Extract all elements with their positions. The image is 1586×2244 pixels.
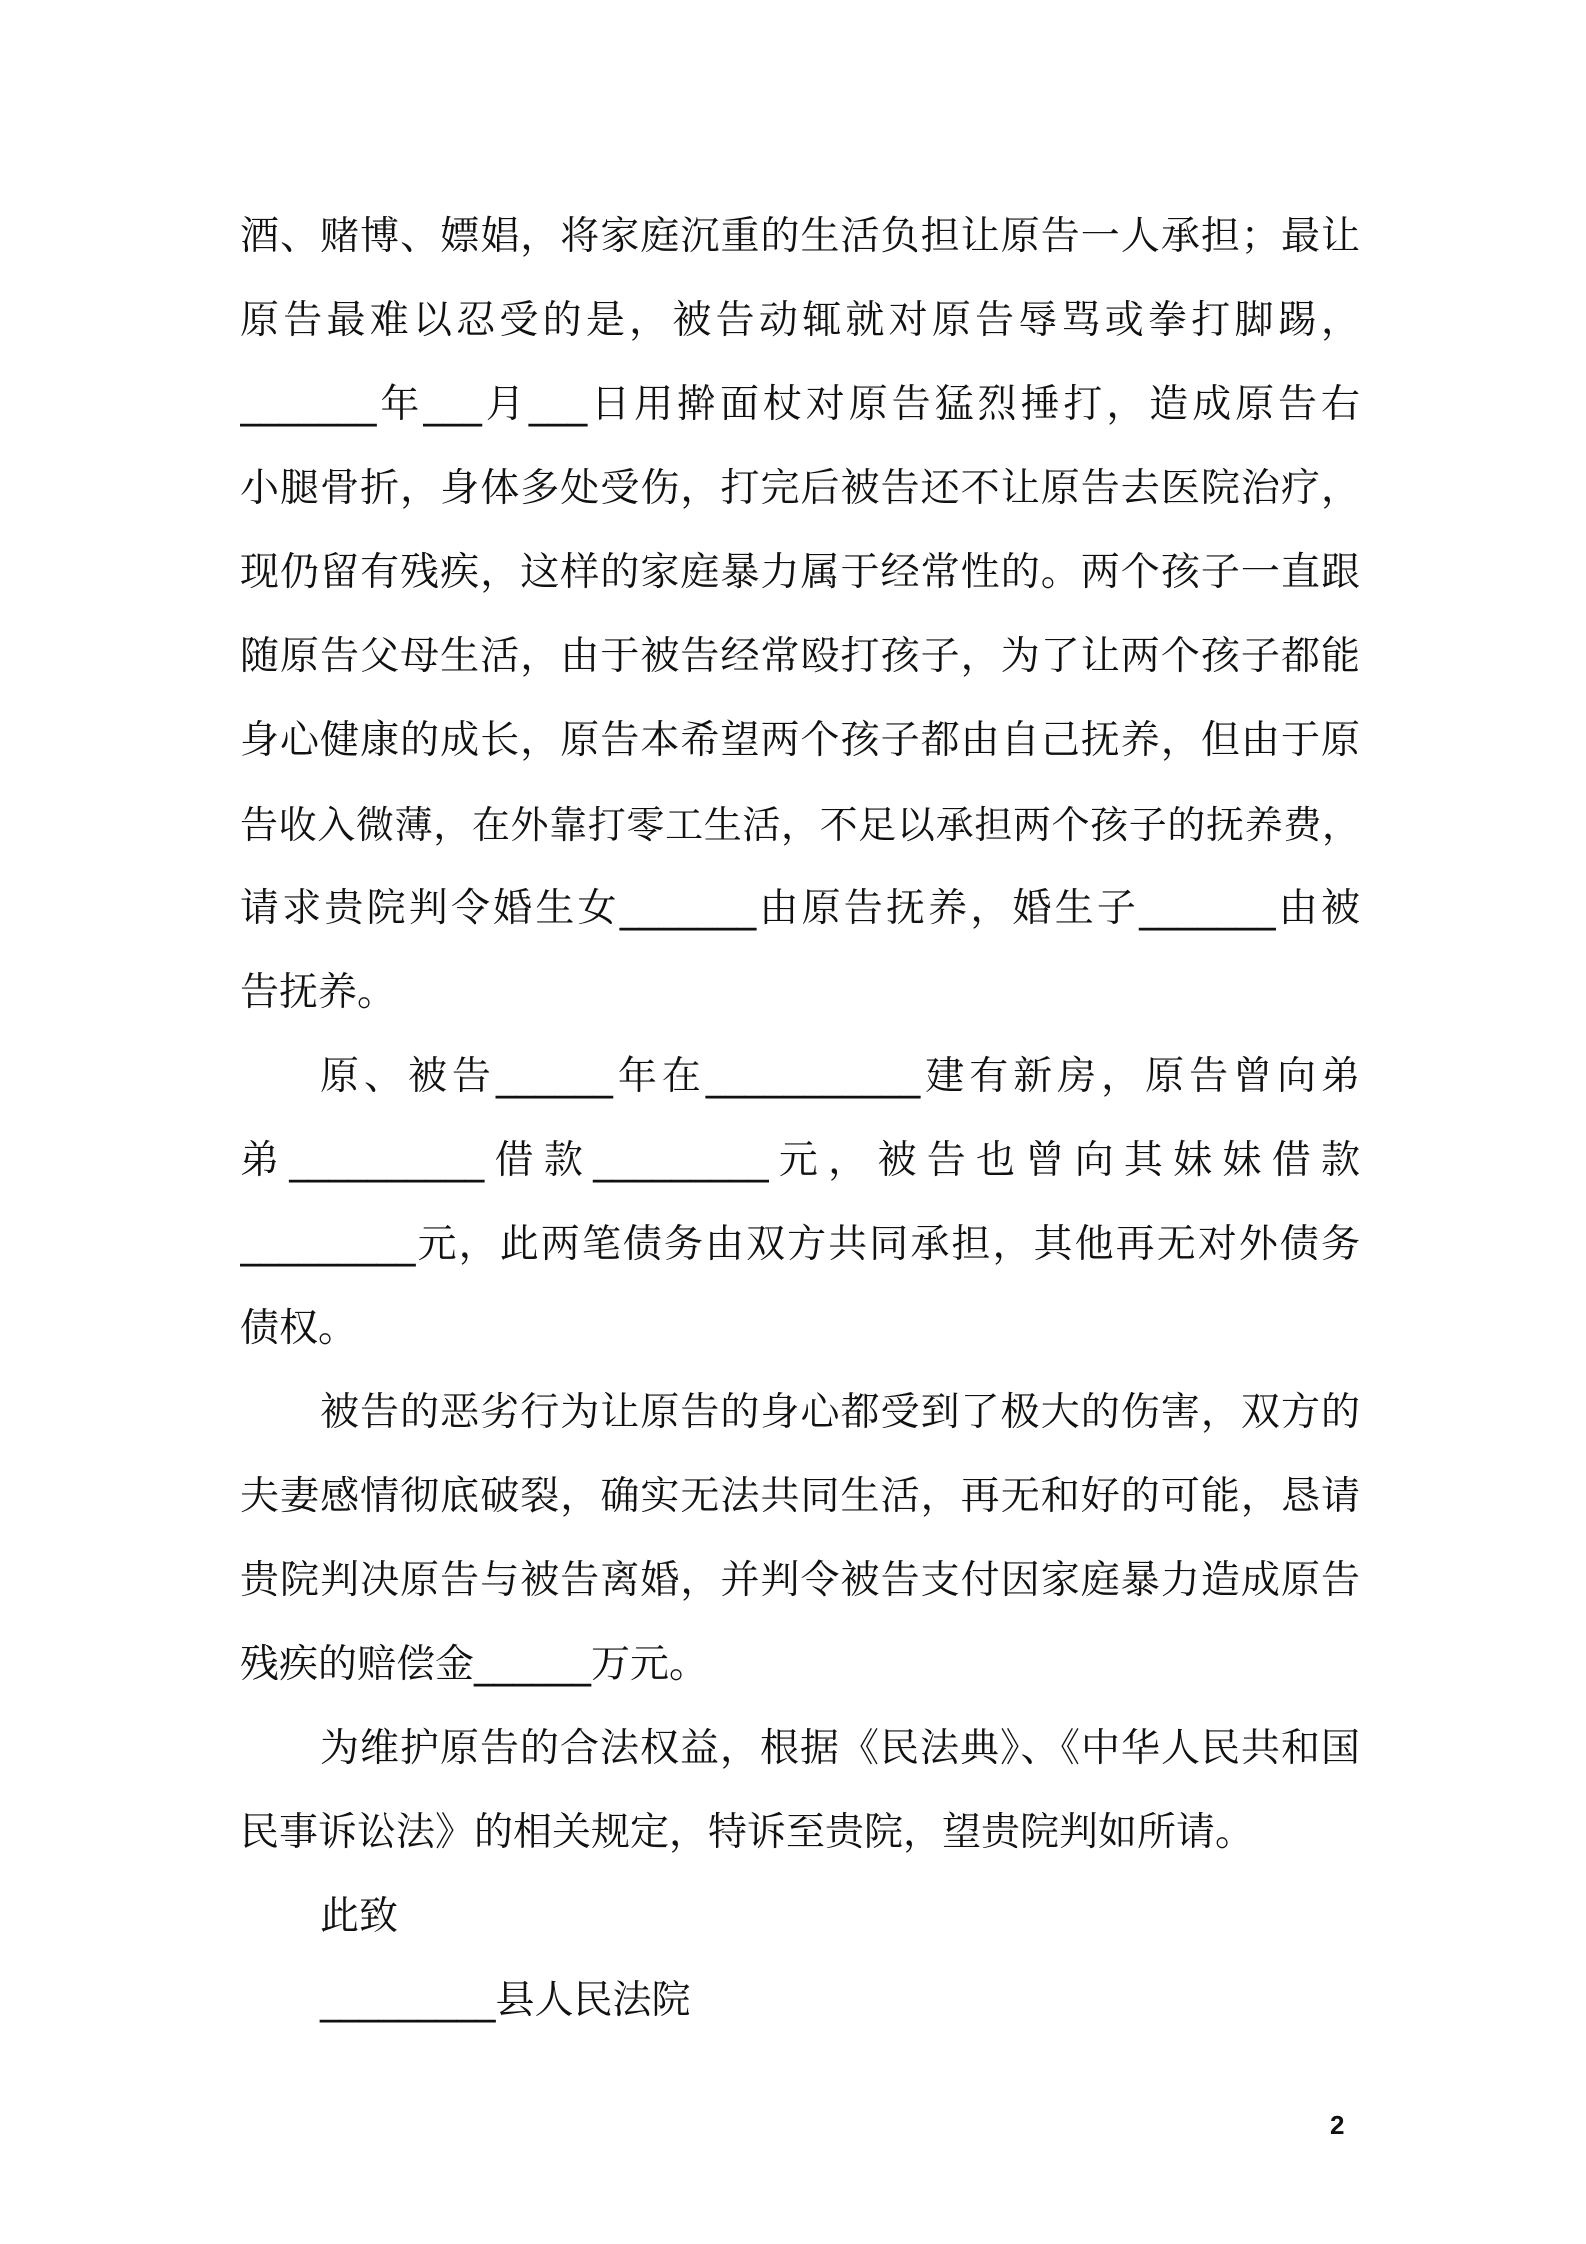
- body-line: 残疾的赔偿金______万元。: [240, 1642, 709, 1687]
- body-line: 请求贵院判令婚生女_______由原告抚养，婚生子_______由被: [240, 886, 1360, 931]
- body-line: 告抚养。: [240, 970, 397, 1015]
- body-line: 弟__________借款_________元，被告也曾向其妹妹借款: [240, 1138, 1360, 1183]
- body-line: _________县人民法院: [320, 1978, 691, 2023]
- body-line: _________元，此两笔债务由双方共同承担，其他再无对外债务: [240, 1222, 1360, 1267]
- body-line: 为维护原告的合法权益，根据《民法典》、《中华人民共和国: [320, 1726, 1360, 1771]
- body-line: 现仍留有残疾，这样的家庭暴力属于经常性的。两个孩子一直跟: [240, 550, 1360, 595]
- body-line: 告收入微薄，在外靠打零工生活，不足以承担两个孩子的抚养费，: [240, 803, 1360, 847]
- body-line: 原、被告______年在___________建有新房，原告曾向弟: [320, 1054, 1360, 1099]
- body-line: 夫妻感情彻底破裂，确实无法共同生活，再无和好的可能，恳请: [240, 1474, 1360, 1519]
- body-line: _______年___月___日用擀面杖对原告猛烈捶打，造成原告右: [240, 382, 1360, 427]
- body-line: 被告的恶劣行为让原告的身心都受到了极大的伤害，双方的: [320, 1390, 1360, 1435]
- body-line: 随原告父母生活，由于被告经常殴打孩子，为了让两个孩子都能: [240, 634, 1360, 679]
- page-number: 2: [1330, 2110, 1345, 2140]
- body-line: 酒、赌博、嫖娼，将家庭沉重的生活负担让原告一人承担；最让: [240, 214, 1360, 259]
- body-line: 身心健康的成长，原告本希望两个孩子都由自己抚养，但由于原: [240, 718, 1360, 763]
- body-line: 小腿骨折，身体多处受伤，打完后被告还不让原告去医院治疗，: [240, 466, 1360, 511]
- document-body: [240, 195, 1360, 2043]
- body-line: 债权。: [240, 1306, 358, 1351]
- body-line: 民事诉讼法》的相关规定，特诉至贵院，望贵院判如所请。: [240, 1810, 1255, 1855]
- body-line: 贵院判决原告与被告离婚，并判令被告支付因家庭暴力造成原告: [240, 1558, 1360, 1603]
- body-line: 原告最难以忍受的是，被告动辄就对原告辱骂或拳打脚踢，: [240, 298, 1360, 343]
- body-line: 此致: [320, 1894, 399, 1939]
